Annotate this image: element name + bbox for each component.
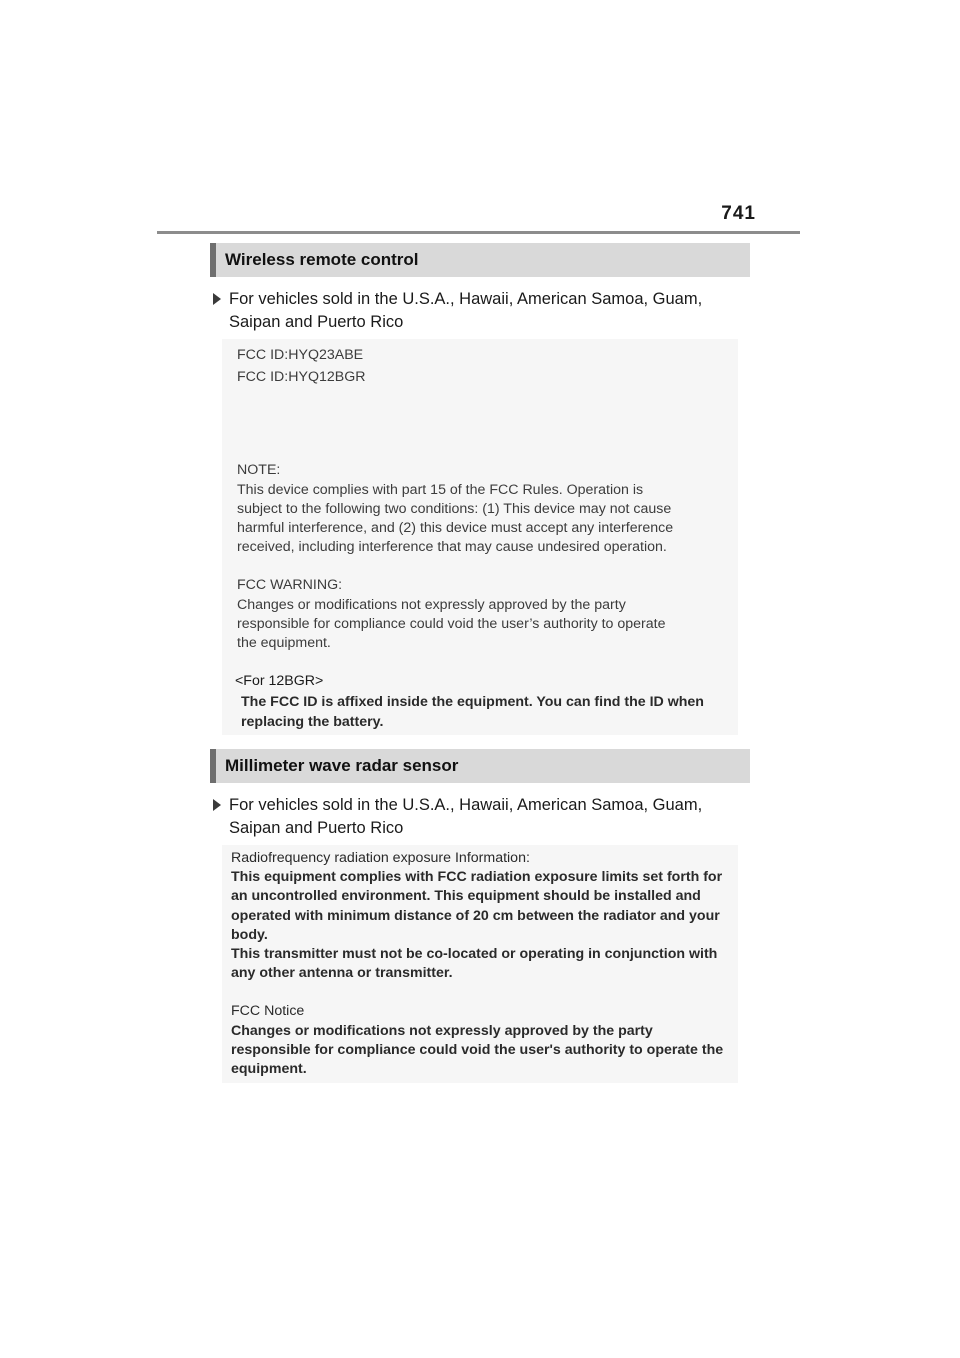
bullet-item-region [213,288,753,334]
model-line: The FCC ID is affixed inside the equipment. You can find the ID when [241,694,704,711]
bullet-text: For vehicles sold in the U.S.A., Hawaii, American Samoa, Guam, Saipan and Puerto Rico [229,796,703,837]
warning-line: Changes or modifications not expressly approved by the party [237,596,626,613]
fcc-label-panel [222,339,738,735]
panel-line: This transmitter must not be co-located or operating in conjunction with [231,946,718,963]
header-rule [157,231,800,234]
warning-line: responsible for compliance could void the user’s authority to operate [237,615,666,632]
panel-line: body. [231,926,268,943]
panel-line: an uncontrolled environment. This equipment should be installed and [231,888,701,905]
panel-line: This equipment complies with FCC radiation exposure limits set forth for [231,869,723,886]
notice-line: responsible for compliance could void the user's authority to operate the [231,1041,724,1058]
model-tag: <For 12BGR> [235,673,324,690]
panel-line: operated with minimum distance of 20 cm between the radiator and your [231,907,720,924]
triangle-bullet-icon [213,293,221,305]
fcc-id-line: FCC ID:HYQ23ABE [237,347,364,363]
note-line: received, including interference that may cause undesired operation. [237,539,667,556]
notice-line: Changes or modifications not expressly approved by the party [231,1022,653,1039]
section-title: Wireless remote control [225,250,419,269]
model-line: replacing the battery. [241,713,384,730]
bullet-item-region [213,794,753,840]
panel-heading: Radiofrequency radiation exposure Information: [231,850,530,866]
note-line: harmful interference, and (2) this device must accept any interference [237,520,674,537]
section-header-wireless-remote [210,243,750,277]
warning-line: the equipment. [237,635,331,652]
bullet-text: For vehicles sold in the U.S.A., Hawaii, American Samoa, Guam, Saipan and Puerto Rico [229,290,703,331]
notice-line: equipment. [231,1061,307,1078]
warning-heading: FCC WARNING: [237,577,343,594]
section-title: Millimeter wave radar sensor [225,756,459,775]
page-number: 741 [721,203,756,224]
fcc-id-line: FCC ID:HYQ12BGR [237,369,366,386]
triangle-bullet-icon [213,799,221,811]
notice-heading: FCC Notice [231,1003,305,1020]
note-heading: NOTE: [237,462,281,479]
section-header-radar-sensor [210,749,750,783]
note-line: subject to the following two conditions: (1) This device may not cause [237,500,672,517]
panel-line: any other antenna or transmitter. [231,965,453,982]
radiation-info-panel [222,845,738,1083]
note-line: This device complies with part 15 of the FCC Rules. Operation is [237,481,644,498]
